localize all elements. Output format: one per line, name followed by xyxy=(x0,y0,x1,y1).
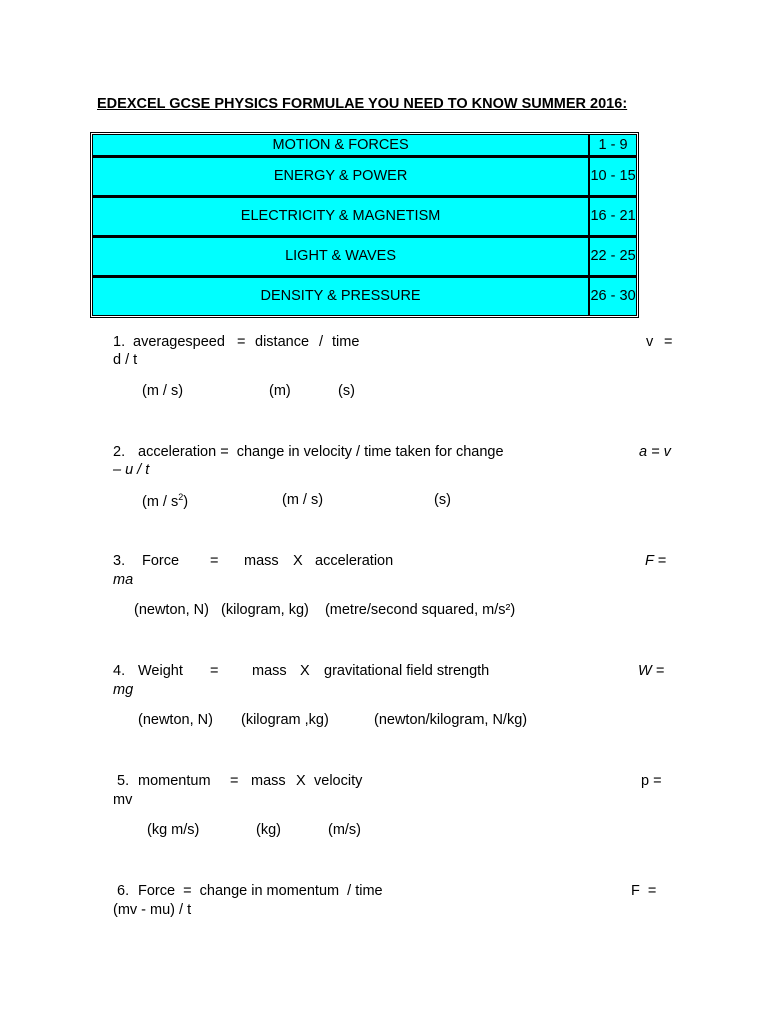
formula-number: 6. xyxy=(117,883,130,899)
topic-row xyxy=(92,276,637,316)
formula-term: momentum xyxy=(138,773,211,789)
formula-text: acceleration = change in velocity / time taken for change xyxy=(138,444,504,460)
formula-operator: / xyxy=(319,334,324,350)
topic-range: 22 - 25 xyxy=(589,236,637,276)
formula-number: 1. xyxy=(113,334,126,350)
formula-symbol: v xyxy=(646,334,654,350)
topic-range: 16 - 21 xyxy=(589,196,637,236)
formula-symbol: p = xyxy=(641,773,662,789)
formula-unit: (s) xyxy=(434,492,451,508)
formula-unit: (kilogram ,kg) xyxy=(241,712,329,728)
formula-number: 5. xyxy=(117,773,130,789)
topic-name: MOTION & FORCES xyxy=(92,134,589,156)
formula-text: Force = change in momentum / time xyxy=(138,883,383,899)
formula-term: time xyxy=(332,334,360,350)
formula-term: velocity xyxy=(314,773,363,789)
formula-symbol: ma xyxy=(113,572,134,588)
formula-term: mass xyxy=(244,553,279,569)
topic-name: ELECTRICITY & MAGNETISM xyxy=(92,196,589,236)
formula-symbol: a = v xyxy=(639,444,671,460)
topic-range: 10 - 15 xyxy=(589,156,637,196)
formula-unit: (m / s) xyxy=(282,492,324,508)
topic-row xyxy=(92,134,637,156)
formula-units: (newton, N) (kilogram, kg) (metre/second squared, m/s²) xyxy=(134,602,516,618)
formula-number: 3. xyxy=(113,553,126,569)
topic-name: LIGHT & WAVES xyxy=(92,236,589,276)
formula-symbol: – u / t xyxy=(113,462,150,478)
formula-symbol: mv xyxy=(113,792,133,808)
formula-unit: (kg) xyxy=(256,822,281,838)
formula-term: distance xyxy=(255,334,310,350)
formula-operator: = xyxy=(210,553,219,569)
formula-operator: = xyxy=(230,773,239,789)
formula-unit: (m / s) xyxy=(142,383,184,399)
formula-symbol: F = xyxy=(645,553,667,569)
formula-term: acceleration xyxy=(315,553,394,569)
topic-range: 26 - 30 xyxy=(589,276,637,316)
topic-row xyxy=(92,236,637,276)
formula-operator: = xyxy=(210,663,219,679)
formula-term: mass xyxy=(252,663,287,679)
formula-unit: $(m / s^2)$ xyxy=(142,492,189,510)
formula-term: Force xyxy=(142,553,180,569)
formula-unit: (newton/kilogram, N/kg) xyxy=(374,712,528,728)
formula-symbol: (mv - mu) / t xyxy=(113,902,192,918)
formula-unit: (kg m/s) xyxy=(147,822,200,838)
topic-row xyxy=(92,156,637,196)
formula-unit: (s) xyxy=(338,383,355,399)
formula-operator: X xyxy=(300,663,310,679)
formula-symbol: W = xyxy=(638,663,665,679)
formula-term: Weight xyxy=(138,663,183,679)
topic-name: ENERGY & POWER xyxy=(92,156,589,196)
formula-operator: X xyxy=(293,553,303,569)
formula-symbol: F = xyxy=(631,883,657,899)
formula-unit: (m/s) xyxy=(328,822,362,838)
formula-symbol: d / t xyxy=(113,352,138,368)
formula-number: 2. xyxy=(113,444,126,460)
formula-term: gravitational field strength xyxy=(324,663,490,679)
topic-row xyxy=(92,196,637,236)
formula-term: mass xyxy=(251,773,286,789)
formula-unit: (m) xyxy=(269,383,291,399)
topic-range: 1 - 9 xyxy=(589,134,637,156)
formula-term: averagespeed xyxy=(133,334,225,350)
formula-unit: (newton, N) xyxy=(138,712,213,728)
page-title: EDEXCEL GCSE PHYSICS FORMULAE YOU NEED TO KNOW SUMMER 2016: xyxy=(97,96,628,112)
topic-name: DENSITY & PRESSURE xyxy=(92,276,589,316)
formula-operator: X xyxy=(296,773,306,789)
formula-symbol: mg xyxy=(113,682,134,698)
formula-symbol: = xyxy=(664,334,673,350)
formula-operator: = xyxy=(237,334,246,350)
topics-table xyxy=(90,132,639,318)
formula-number: 4. xyxy=(113,663,126,679)
